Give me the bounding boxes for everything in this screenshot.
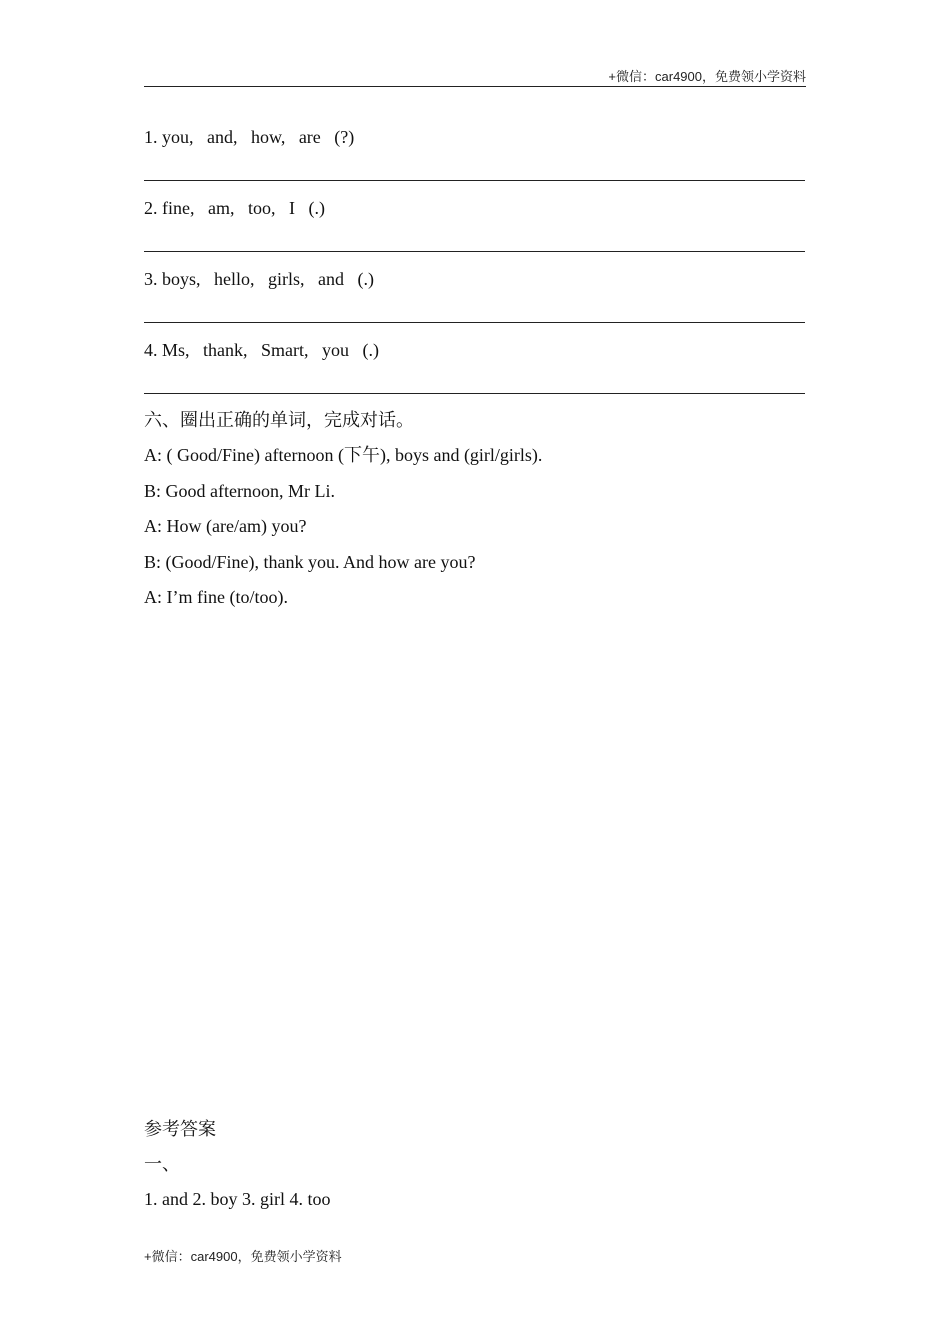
dialogue-line-2: B: Good afternoon, Mr Li. <box>144 481 335 501</box>
answer-part-1-label: 一、 <box>144 1154 180 1174</box>
ordering-item-4: 4. Ms, thank, Smart, you (.) <box>144 340 379 360</box>
ordering-item-3: 3. boys, hello, girls, and (.) <box>144 269 374 289</box>
answer-key-title: 参考答案 <box>144 1119 216 1139</box>
dialogue-line-5: A: I’m fine (to/too). <box>144 587 288 607</box>
answer-line-4 <box>144 393 805 394</box>
dialogue-line-4: B: (Good/Fine), thank you. And how are you? <box>144 552 476 572</box>
section-6-title: 六、圈出正确的单词，完成对话。 <box>144 410 414 430</box>
answer-line-1 <box>144 180 805 181</box>
footer-watermark-text: +微信：car4900，免费领小学资料 <box>144 1249 342 1264</box>
page-header <box>144 64 806 87</box>
dialogue-line-1: A: ( Good/Fine) afternoon (下午), boys and (girl/girls). <box>144 445 543 465</box>
dialogue-line-3: A: How (are/am) you? <box>144 516 307 536</box>
answer-line-3 <box>144 322 805 323</box>
answer-line-2 <box>144 251 805 252</box>
header-watermark-text: +微信：car4900，免费领小学资料 <box>608 69 806 84</box>
ordering-item-1: 1. you, and, how, are (?) <box>144 127 355 147</box>
answer-part-1-text: 1. and 2. boy 3. girl 4. too <box>144 1189 331 1209</box>
ordering-item-2: 2. fine, am, too, I (.) <box>144 198 325 218</box>
